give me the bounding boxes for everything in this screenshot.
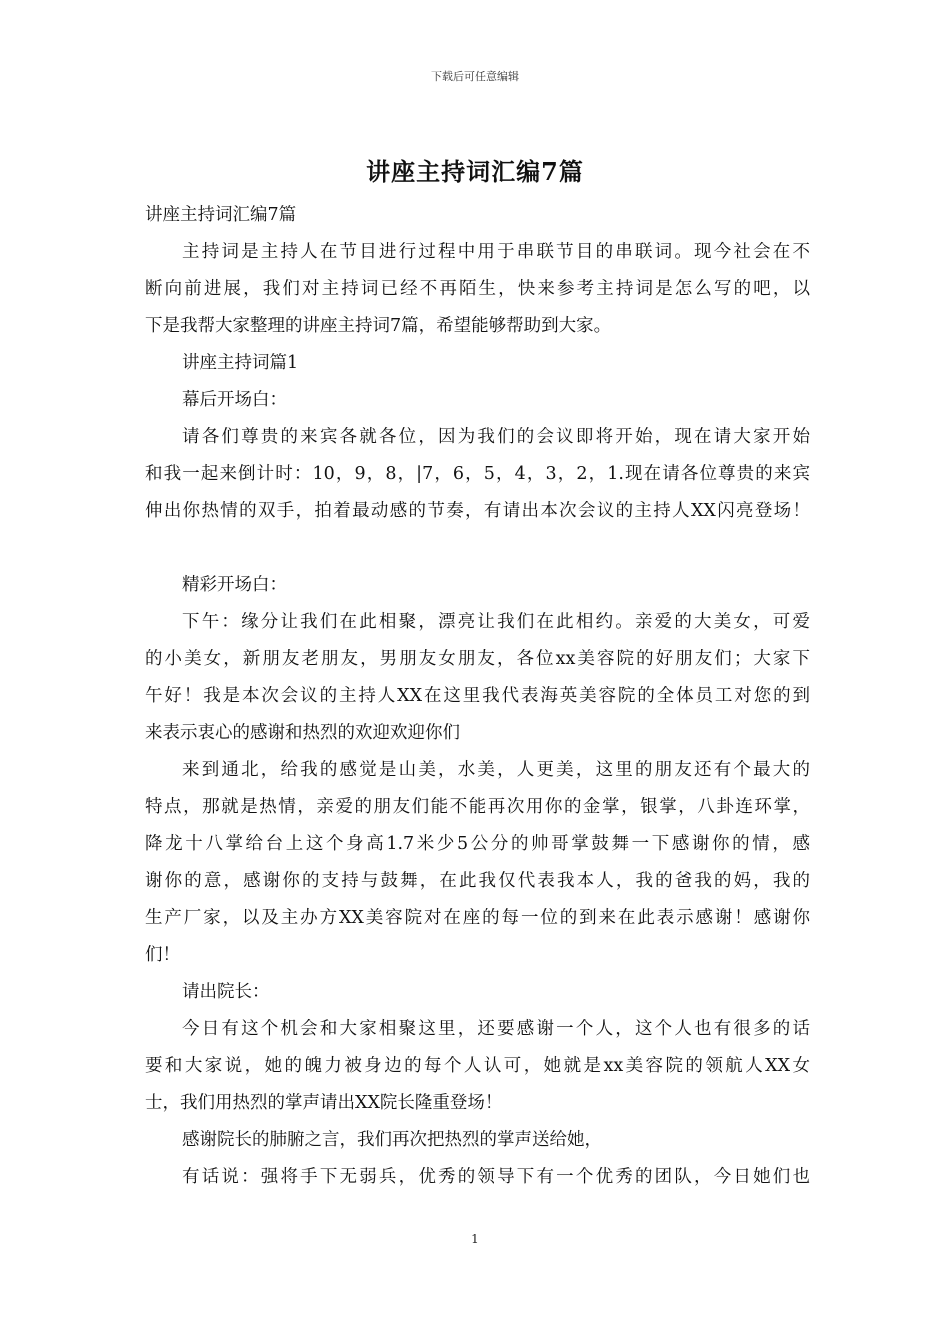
- paragraph-line: 伸出你热情的双手，拍着最动感的节奏，有请出本次会议的主持人XX闪亮登场！: [145, 501, 810, 521]
- blank-line: [145, 530, 810, 567]
- paragraph-line: 们！: [145, 945, 180, 965]
- paragraph-line: 感谢院长的肺腑之言，我们再次把热烈的掌声送给她，: [182, 1130, 602, 1150]
- paragraph-line: 请各们尊贵的来宾各就各位，因为我们的会议即将开始，现在请大家开始: [182, 427, 810, 447]
- section-heading: 精彩开场白：: [182, 575, 287, 595]
- paragraph-line: 主持词是主持人在节目进行过程中用于串联节目的串联词。现今社会在不: [182, 242, 810, 262]
- paragraph-line: 要和大家说，她的魄力被身边的每个人认可，她就是xx美容院的领航人XX女: [145, 1056, 810, 1076]
- document-title: 讲座主持词汇编7篇: [366, 157, 584, 186]
- document-body: [145, 197, 810, 1196]
- paragraph-line: 特点，那就是热情，亲爱的朋友们能不能再次用你的金掌，银掌，八卦连环掌，: [145, 797, 810, 817]
- paragraph-line: 来到通北，给我的感觉是山美，水美，人更美，这里的朋友还有个最大的: [182, 760, 810, 780]
- paragraph-line: 降龙十八掌给台上这个身高1.7米少5公分的帅哥掌鼓舞一下感谢你的情，感: [145, 834, 810, 854]
- paragraph-line: 下午：缘分让我们在此相聚，漂亮让我们在此相约。亲爱的大美女，可爱: [182, 612, 810, 632]
- paragraph-line: 来表示衷心的感谢和热烈的欢迎欢迎你们: [145, 723, 460, 743]
- page-number: 1: [471, 1232, 479, 1246]
- paragraph-line: 下是我帮大家整理的讲座主持词7篇，希望能够帮助到大家。: [145, 316, 612, 336]
- header-note: 下载后可任意编辑: [431, 70, 519, 83]
- section-heading: 幕后开场白：: [182, 390, 287, 410]
- paragraph-line: 有话说：强将手下无弱兵，优秀的领导下有一个优秀的团队，今日她们也: [182, 1167, 810, 1187]
- section-heading: 请出院长：: [182, 982, 270, 1002]
- section-heading: 讲座主持词篇1: [182, 353, 299, 373]
- paragraph-line: 今日有这个机会和大家相聚这里，还要感谢一个人，这个人也有很多的话: [182, 1019, 810, 1039]
- paragraph-line: 生产厂家，以及主办方XX美容院对在座的每一位的到来在此表示感谢！感谢你: [145, 908, 810, 928]
- paragraph-line: 士，我们用热烈的掌声请出XX院长隆重登场！: [145, 1093, 503, 1113]
- subtitle-line: 讲座主持词汇编7篇: [145, 205, 297, 225]
- paragraph-line: 断向前进展，我们对主持词已经不再陌生，快来参考主持词是怎么写的吧，以: [145, 279, 810, 299]
- paragraph-line: 和我一起来倒计时：10，9，8，|7，6，5，4，3，2，1.现在请各位尊贵的来宾: [145, 464, 810, 484]
- paragraph-line: 谢你的意，感谢你的支持与鼓舞，在此我仅代表我本人，我的爸我的妈，我的: [145, 871, 810, 891]
- paragraph-line: 的小美女，新朋友老朋友，男朋友女朋友，各位xx美容院的好朋友们；大家下: [145, 649, 810, 669]
- paragraph-line: 午好！我是本次会议的主持人XX在这里我代表海英美容院的全体员工对您的到: [145, 686, 810, 706]
